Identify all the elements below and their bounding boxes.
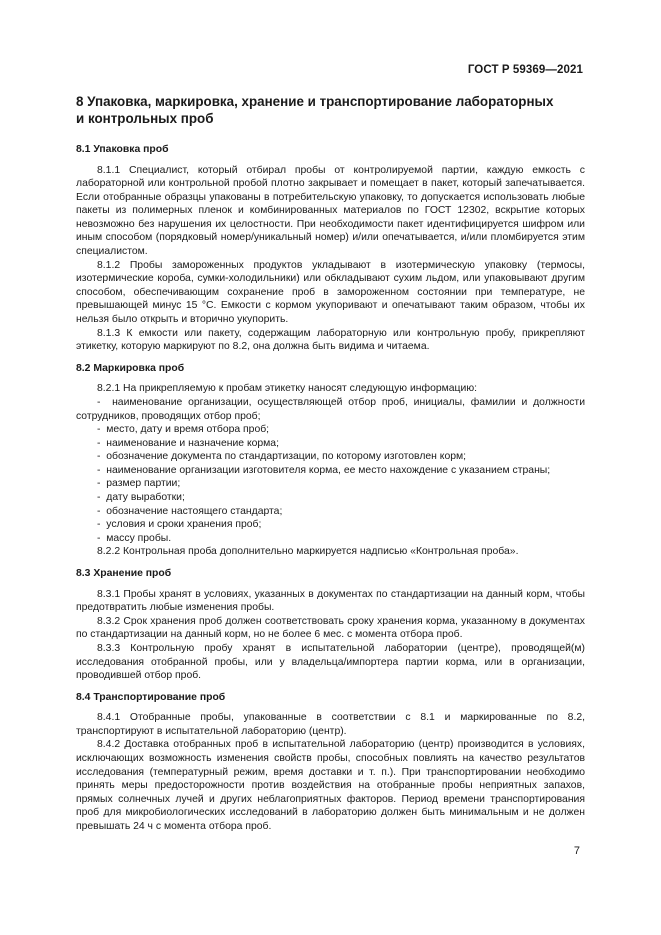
paragraph-8-4-1: 8.4.1 Отобранные пробы, упакованные в соответствии с 8.1 и маркированные по 8.2, транспортируют в испытательной лабораторию (центр).	[76, 712, 585, 737]
list-bullet: -	[97, 451, 101, 463]
list-bullet: -	[97, 437, 101, 449]
paragraph-8-3-2: 8.3.2 Срок хранения проб должен соответствовать сроку хранения корма, указанному в документах по стандартизации на данный корм, но не более 6 мес. с момента отбора проб.	[76, 615, 585, 641]
list-item: - обозначение документа по стандартизации, по которому изготовлен корм;	[97, 451, 467, 463]
paragraph-8-1-2: 8.1.2 Пробы замороженных продуктов укладывают в изотермическую упаковку (термосы, изотермические короба, сумки-холодильники) или обкладывают сухим льдом, или упаковывают другим способом, обеспечивающим сохранение проб в замороженном состоянии при температуре, не превышающей минус 15 °С. Емкости с кормом укупоривают и опечатывают таким образом, чтобы их нельзя было открыть и вторично укупорить.	[76, 259, 585, 326]
list-bullet: -	[97, 519, 101, 531]
subsection-title-8-3: 8.3 Хранение проб	[76, 568, 172, 580]
subsection-title-8-4: 8.4 Транспортирование проб	[76, 691, 226, 703]
marking-list	[76, 396, 585, 546]
list-bullet: -	[97, 492, 101, 504]
subsection-title-8-1: 8.1 Упаковка проб	[76, 144, 169, 155]
page-content	[76, 93, 585, 834]
list-item: - дату выработки;	[97, 492, 185, 504]
paragraph-8-4-2: 8.4.2 Доставка отобранных проб в испытательной лабораторию (центр) производится в условиях, исключающих возможность изменения свойств пробы, способных повлиять на качество результатов исследования (температурный режим, время доставки и т. п.). При транспортировании необходимо принять меры предосторожности против воздействия на отобранные пробы неприятных запахов, прямых солнечных лучей и других неблагоприятных факторов. Период времени транспортирования проб для микробиологических исследований в лабораторию должен быть минимальным и не должен превышать 24 ч с момента отбора проб.	[76, 739, 585, 832]
paragraph-8-3-3: 8.3.3 Контрольную пробу хранят в испытательной лаборатории (центре), проводящей(м) исследования отобранной пробы, или у владельца/импортера партии корма, или в организации, проводившей отбор проб.	[76, 642, 585, 682]
section-title	[76, 93, 585, 127]
standard-code-header: ГОСТ Р 59369—2021	[467, 64, 583, 76]
list-item: - обозначение настоящего стандарта;	[97, 505, 283, 517]
paragraph-8-1-1: 8.1.1 Специалист, который отбирал пробы от контролируемой партии, каждую емкость с лабораторной или контрольной пробой плотно закрывает и помещает в пакет, который запечатывается. Если отобранные образцы упакованы в потребительскую упаковку, то допускается использовать любые пакеты из полимерных пленок и комбинированных материалов по ГОСТ 12302, вскрытие которых невозможно без нарушения их целостности. При необходимости пакет идентифицируется шифром или иным способом (порядковый номер/уникальный номер) и/или опечатывается, и/или пломбируется этим специалистом.	[76, 164, 585, 258]
list-item: - наименование и назначение корма;	[97, 437, 279, 449]
paragraph-8-2-1: 8.2.1 На прикрепляемую к пробам этикетку наносят следующую информацию:	[97, 383, 477, 395]
paragraph-8-2-2: 8.2.2 Контрольная проба дополнительно маркируется надписью «Контрольная проба».	[97, 546, 519, 558]
page-number: 7	[573, 845, 580, 857]
list-item: - наименование организации изготовителя корма, ее место нахождение с указанием страны;	[97, 464, 551, 476]
paragraph-8-3-1: 8.3.1 Пробы хранят в условиях, указанных в документах по стандартизации на данный корм, чтобы предотвратить любые изменения пробы.	[76, 588, 585, 614]
section-title-line-2: и контрольных проб	[76, 111, 214, 126]
subsection-title-8-2: 8.2 Маркировка проб	[76, 362, 185, 374]
list-item: - место, дату и время отбора проб;	[97, 424, 270, 436]
list-bullet: -	[97, 532, 101, 544]
paragraph-8-1-3: 8.1.3 К емкости или пакету, содержащим лабораторную или контрольную пробу, прикрепляют этикетку, которую маркируют по 8.2, она должна быть видима и читаема.	[76, 327, 585, 353]
section-title-line-1: 8 Упаковка, маркировка, хранение и транспортирование лабораторных	[76, 94, 554, 109]
list-bullet: -	[97, 424, 101, 436]
list-bullet: -	[97, 396, 101, 408]
list-item: - наименование организации, осуществляющей отбор проб, инициалы, фамилии и должности сотрудников, проводящих отбор проб;	[76, 396, 585, 422]
list-item: - размер партии;	[97, 478, 181, 490]
list-bullet: -	[97, 464, 101, 476]
list-bullet: -	[97, 505, 101, 517]
list-item: - массу пробы.	[97, 532, 172, 544]
list-bullet: -	[97, 478, 101, 490]
list-item: - условия и сроки хранения проб;	[97, 519, 262, 531]
